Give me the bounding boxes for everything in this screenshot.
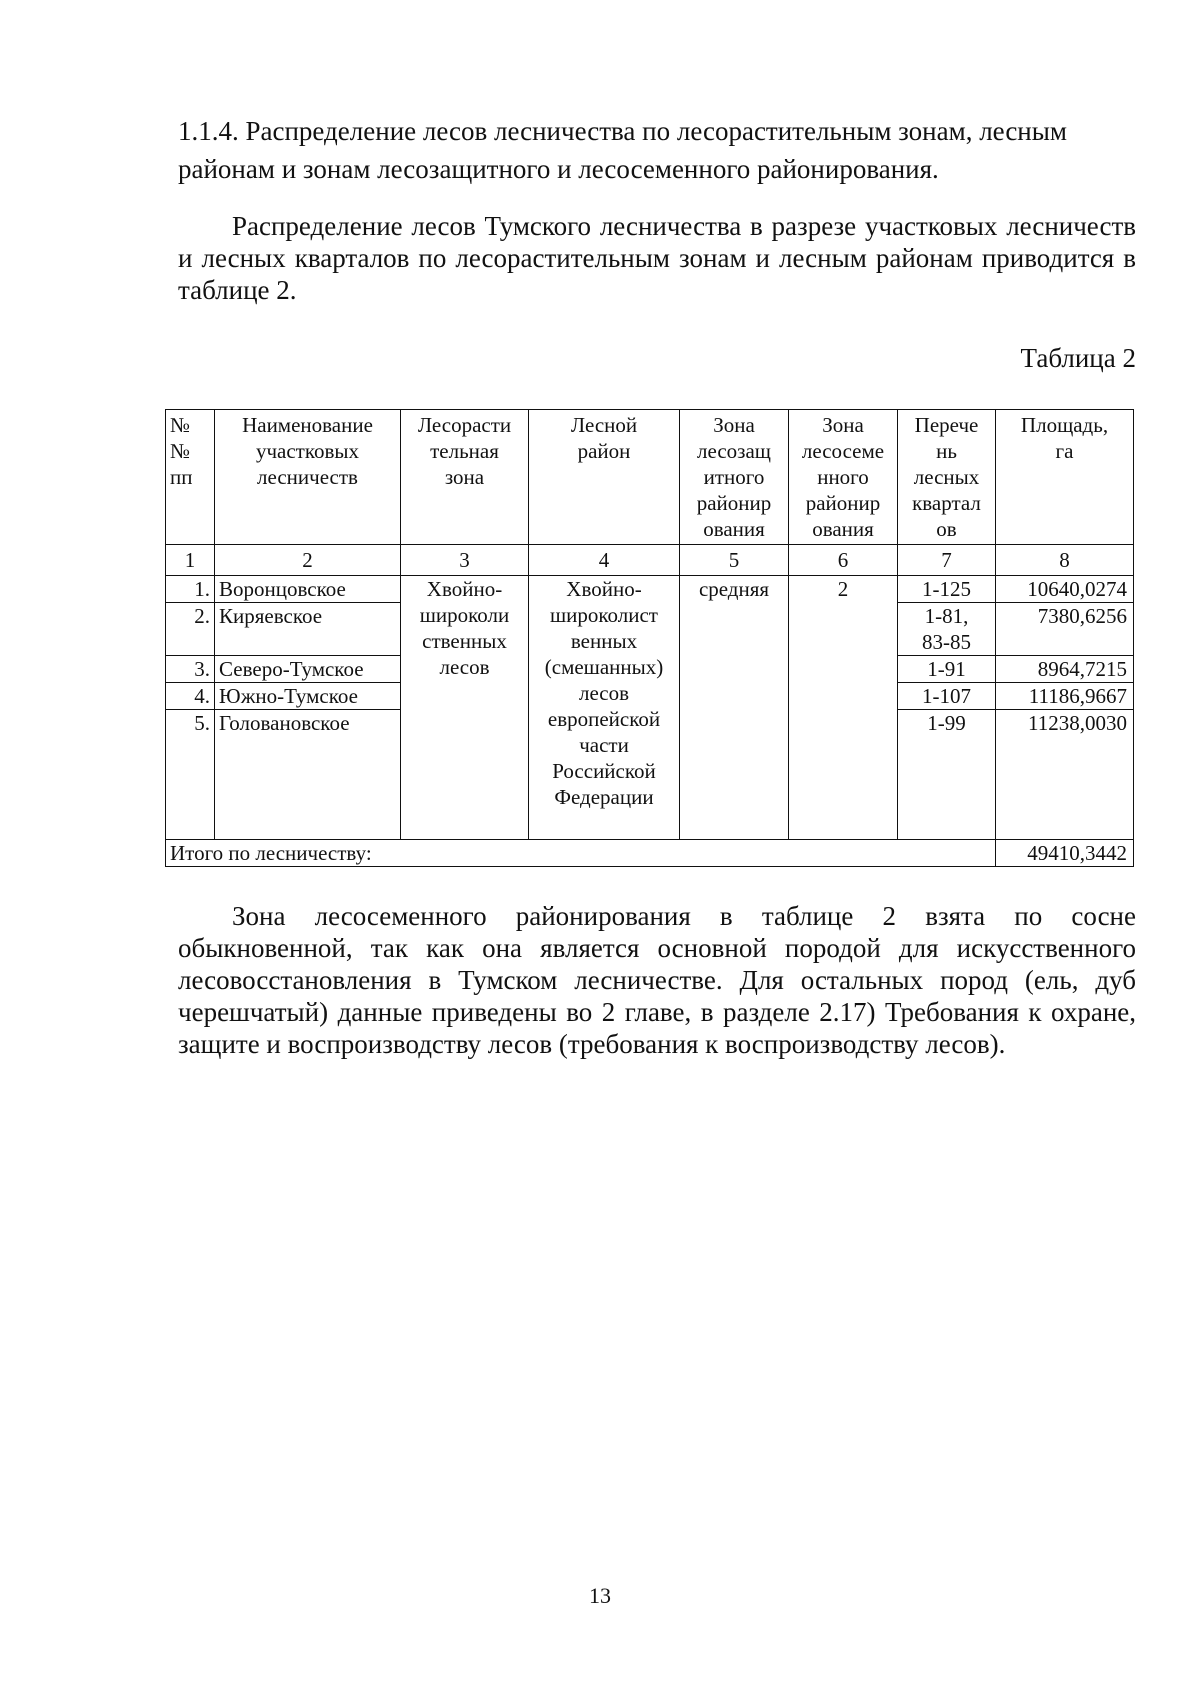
cell-line: (смешанных) <box>544 655 664 679</box>
area-cell: 10640,0274 <box>996 576 1134 603</box>
column-number: 7 <box>898 545 996 576</box>
forestry-name: Головановское <box>215 710 401 840</box>
header-cell <box>996 410 1134 545</box>
cell-line: ования <box>703 517 765 541</box>
cell-line: 83-85 <box>922 630 971 654</box>
cell-line: Российской <box>552 759 656 783</box>
quarters-cell <box>898 603 996 656</box>
row-number: 2. <box>166 603 215 656</box>
total-row <box>166 840 1134 867</box>
total-area: 49410,3442 <box>996 840 1134 867</box>
header-cell <box>789 410 898 545</box>
cell-line: Хвойно- <box>426 577 503 601</box>
cell-line: 1-99 <box>927 711 966 735</box>
cell-line: 1-91 <box>927 657 966 681</box>
cell-line: нь <box>936 439 957 463</box>
column-number: 4 <box>529 545 680 576</box>
area-cell: 8964,7215 <box>996 656 1134 683</box>
protective-zone-cell: средняя <box>680 576 789 840</box>
cell-line: нного <box>817 465 869 489</box>
cell-line: 1-125 <box>922 577 971 601</box>
quarters-cell <box>898 710 996 840</box>
cell-line: квартал <box>912 491 981 515</box>
district-cell <box>529 576 680 840</box>
cell-line: Перече <box>914 413 979 437</box>
cell-line: районир <box>805 491 881 515</box>
cell-line: Лесной <box>570 413 638 437</box>
column-number: 5 <box>680 545 789 576</box>
forestry-name: Воронцовское <box>215 576 401 603</box>
cell-line: итного <box>703 465 765 489</box>
cell-line: тельная <box>430 439 499 463</box>
cell-line: лесов <box>439 655 490 679</box>
row-number: 4. <box>166 683 215 710</box>
area-cell: 11186,9667 <box>996 683 1134 710</box>
outro-paragraph <box>178 900 1136 1060</box>
cell-line: широколист <box>550 603 658 627</box>
intro-text: Распределение лесов Тумского лесничества в разрезе участковых лесничеств и лесных кварталов по лесорастительным зонам и лесным районам приводится в таблице 2. <box>178 211 1136 305</box>
cell-line: ования <box>812 517 874 541</box>
seed-zone-cell: 2 <box>789 576 898 840</box>
cell-line: Зона <box>822 413 864 437</box>
intro-paragraph <box>178 210 1136 306</box>
cell-line: лесничеств <box>257 465 358 489</box>
cell-line: Лесорасти <box>417 413 512 437</box>
cell-line: венных <box>570 629 638 653</box>
cell-line: Федерации <box>554 785 654 809</box>
zone-cell <box>401 576 529 840</box>
cell-line: № <box>170 439 191 463</box>
cell-line: га <box>1055 439 1074 463</box>
quarters-cell <box>898 656 996 683</box>
row-number: 3. <box>166 656 215 683</box>
cell-line: Хвойно- <box>566 577 642 601</box>
table-caption: Таблица 2 <box>1020 343 1136 373</box>
cell-line: Площадь, <box>1020 413 1109 437</box>
cell-line: европейской <box>547 707 661 731</box>
forest-distribution-table <box>165 409 1134 867</box>
column-number: 6 <box>789 545 898 576</box>
area-cell: 7380,6256 <box>996 603 1134 656</box>
cell-line: Зона <box>713 413 755 437</box>
forestry-name: Южно-Тумское <box>215 683 401 710</box>
forestry-name: Киряевское <box>215 603 401 656</box>
column-number: 3 <box>401 545 529 576</box>
cell-line: лесных <box>913 465 980 489</box>
section-heading: 1.1.4. Распределение лесов лесничества по лесорастительным зонам, лесным районам и зонам лесозащитного и лесосеменного районирования. <box>178 116 1067 184</box>
cell-line: участковых <box>255 439 360 463</box>
cell-line: ственных <box>422 629 507 653</box>
header-cell <box>529 410 680 545</box>
header-row <box>166 410 1134 545</box>
cell-line: зона <box>444 465 485 489</box>
cell-line: ов <box>936 517 957 541</box>
cell-line: пп <box>170 465 193 489</box>
area-cell: 11238,0030 <box>996 710 1134 840</box>
column-number: 2 <box>215 545 401 576</box>
cell-line: Наименование <box>242 413 373 437</box>
outro-text: Зона лесосеменного районирования в таблице 2 взята по сосне обыкновенной, так как она является основной породой для искусственного лесовосстановления в Тумском лесничестве. Для остальных пород (ель, дуб черешчатый) данные приведены во 2 главе, в разделе 2.17) Требования к охране, защите и воспроизводству лесов (требования к воспроизводству лесов). <box>178 901 1136 1059</box>
quarters-cell <box>898 683 996 710</box>
cell-line: район <box>577 439 631 463</box>
cell-line: лесов <box>578 681 630 705</box>
cell-line: широколи <box>419 603 510 627</box>
cell-line: районир <box>696 491 772 515</box>
total-label: Итого по лесничеству: <box>166 840 996 867</box>
cell-line: лесосеме <box>801 439 885 463</box>
row-number: 5. <box>166 710 215 840</box>
header-cell <box>680 410 789 545</box>
row-number: 1. <box>166 576 215 603</box>
column-number: 8 <box>996 545 1134 576</box>
header-cell <box>401 410 529 545</box>
column-number: 1 <box>166 545 215 576</box>
header-cell <box>898 410 996 545</box>
cell-line: части <box>579 733 629 757</box>
cell-line: 1-107 <box>922 684 971 708</box>
cell-line: лесозащ <box>697 439 771 463</box>
header-cell <box>166 410 215 545</box>
forestry-name: Северо-Тумское <box>215 656 401 683</box>
page-number: 13 <box>589 1583 611 1608</box>
quarters-cell <box>898 576 996 603</box>
table-row <box>166 576 1134 603</box>
column-number-row <box>166 545 1134 576</box>
cell-line: 1-81, <box>924 604 969 628</box>
cell-line: № <box>170 413 191 437</box>
header-cell <box>215 410 401 545</box>
